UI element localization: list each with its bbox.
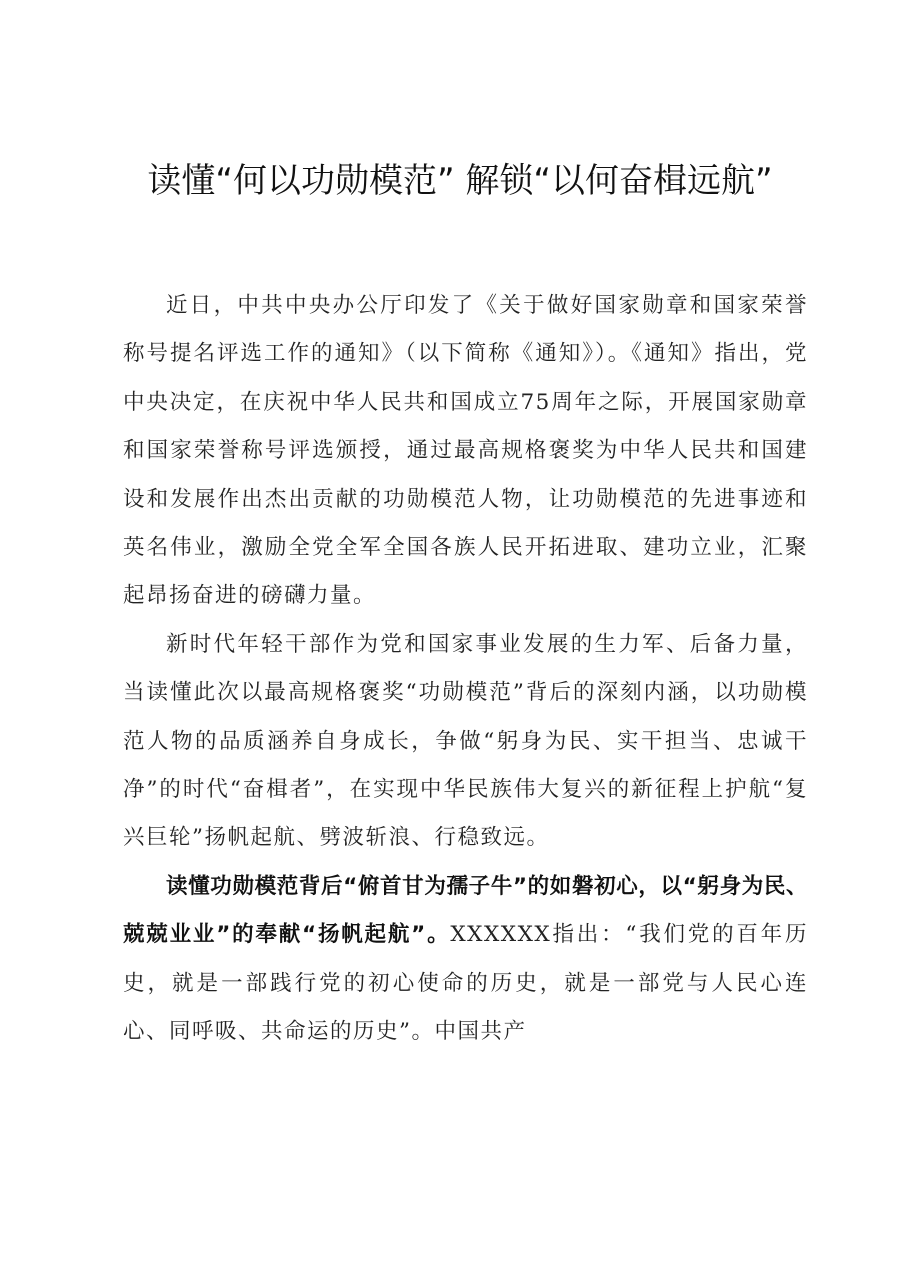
document-body (123, 282, 808, 1057)
document-title: 读懂“何以功勋模范” 解锁“以何奋楫远航” (147, 161, 773, 201)
paragraph-intro: 近日，中共中央办公厅印发了《关于做好国家勋章和国家荣誉称号提名评选工作的通知》（以下简称《通知》）。《通知》指出，党中央决定，在庆祝中华人民共和国成立75周年之际，开展国家勋章和国家荣誉称号评选颁授，通过最高规格褒奖为中华人民共和国建设和发展作出杰出贡献的功勋模范人物，让功勋模范的先进事迹和英名伟业，激励全党全军全国各族人民开拓进取、建功立业，汇聚起昂扬奋进的磅礴力量。 (123, 293, 808, 609)
section-heading: 读懂功勋模范背后“俯首甘为孺子牛”的如磐初心，以“躬身为民、兢兢业业”的奉献“扬帆起航”。 (123, 873, 808, 948)
paragraph-young-cadres: 新时代年轻干部作为党和国家事业发展的生力军、后备力量，当读懂此次以最高规格褒奖“功勋模范”背后的深刻内涵，以功勋模范人物的品质涵养自身成长，争做“躬身为民、实干担当、忠诚干净”的时代“奋楫者”，在实现中华民族伟大复兴的新征程上护航“复兴巨轮”扬帆起航、劈波斩浪、行稳致远。 (123, 631, 808, 851)
paragraph-section-one (123, 863, 808, 1057)
section-text: XXXXXX指出：“我们党的百年历史，就是一部践行党的初心使命的历史，就是一部党与人民心连心、同呼吸、共命运的历史”。中国共产 (123, 922, 808, 1045)
